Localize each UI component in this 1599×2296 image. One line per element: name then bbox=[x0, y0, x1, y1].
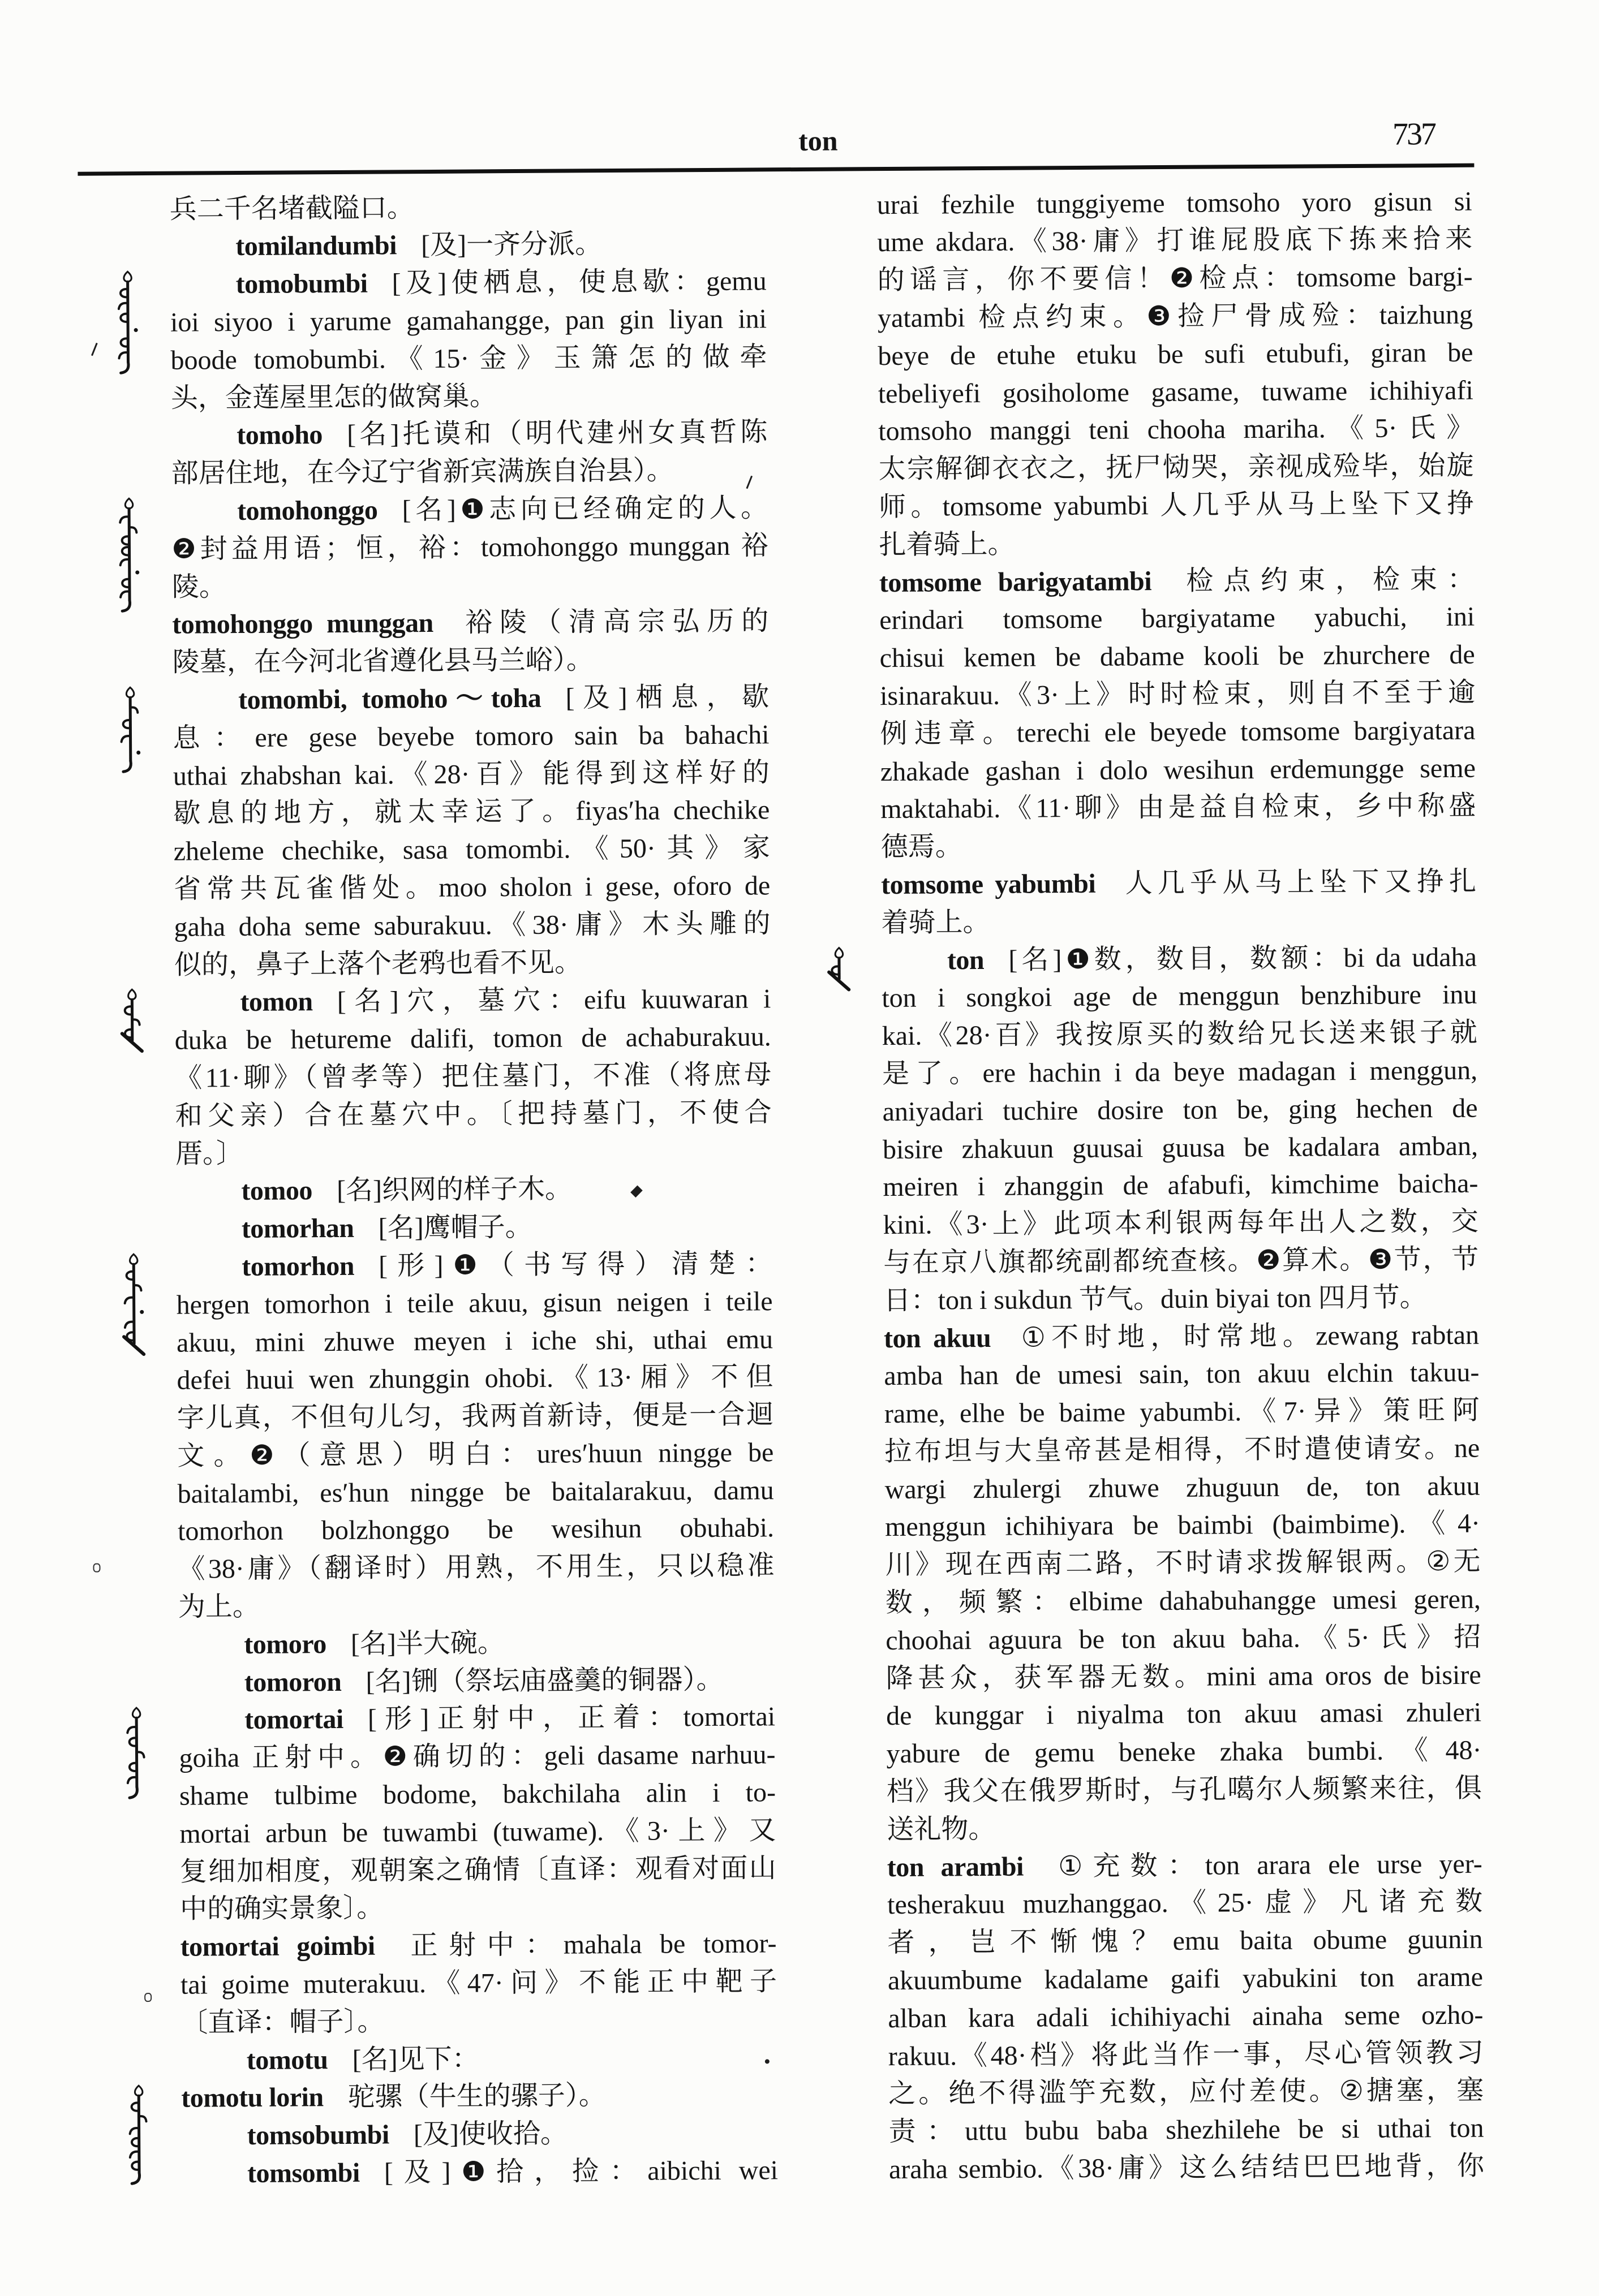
definition-text: amba han de umesi sain, ton akuu elchin takuu- bbox=[884, 1357, 1480, 1392]
headword: tomotu lorin bbox=[181, 2082, 324, 2114]
definition-text: 驼骡（牛生的骡子）。 bbox=[347, 2080, 606, 2113]
text-line bbox=[174, 905, 770, 946]
text-line bbox=[878, 334, 1473, 375]
definition-text: erindari tomsome bargiyatame yabuchi, ini bbox=[879, 602, 1475, 636]
text-line bbox=[887, 1883, 1482, 1924]
definition-text: tomsoho manggi teni chooha mariha.《5·氏》 bbox=[878, 413, 1474, 447]
definition-text: 厝。〕 bbox=[175, 1138, 244, 1169]
definition-text: goiha 正射中。❷确切的：geli dasame narhuu- bbox=[179, 1739, 776, 1773]
definition-text: 者，岂不惭愧？emu baita obume guunin bbox=[887, 1924, 1483, 1958]
headword: tomoro bbox=[244, 1629, 326, 1660]
definition-text: aniyadari tuchire dosire ton be, ging hechen de bbox=[882, 1093, 1478, 1127]
definition-text: 着骑上。 bbox=[881, 907, 990, 938]
text-line bbox=[178, 1472, 774, 1513]
definition-text: baitalambi, es′hun ningge be baitalarakuu, damu bbox=[177, 1475, 774, 1509]
manchu-script-glyph bbox=[121, 2085, 157, 2185]
definition-text: menggun ichihiyara be baimbi (baimbime).《4· bbox=[884, 1509, 1481, 1543]
definition-text: 人几乎从马上坠下又挣扎 bbox=[1120, 866, 1477, 899]
text-line bbox=[176, 1283, 772, 1324]
text-line bbox=[888, 2110, 1484, 2151]
headword: tomilandumbi bbox=[235, 230, 397, 262]
text-line bbox=[178, 1510, 774, 1551]
definition-text: tai goime muterakuu.《47·问》不能正中靶子 bbox=[180, 1966, 777, 2000]
text-line bbox=[177, 1359, 773, 1400]
entry-line bbox=[170, 263, 766, 304]
definition-text: ume akdara.《38·庸》打谁屁股底下拣来拾来 bbox=[877, 224, 1473, 258]
entry-line bbox=[180, 1925, 776, 1967]
definition-text: 部居住地，在今辽宁省新宾满族自治县）。 bbox=[171, 455, 674, 489]
text-line bbox=[888, 2034, 1484, 2075]
text-line bbox=[175, 1132, 772, 1173]
ink-speck bbox=[765, 2059, 770, 2064]
text-line bbox=[171, 527, 768, 568]
definition-text: 裕陵（清高宗弘历的 bbox=[457, 606, 769, 639]
text-line bbox=[881, 825, 1476, 867]
text-line bbox=[882, 1052, 1477, 1093]
entry-line bbox=[178, 1623, 775, 1664]
manchu-script-glyph bbox=[110, 271, 147, 374]
definition-text: rame, elhe be baime yabumbi.《7·异》策旺阿 bbox=[884, 1395, 1480, 1429]
left-column bbox=[170, 187, 779, 2194]
definition-text: shame tulbime bodome, bakchilaha alin i to- bbox=[179, 1777, 776, 1811]
definition-text: 似的，鼻子上落个老鸦也看不见。 bbox=[174, 947, 582, 980]
definition-text: [及]使栖息，使息歇：gemu bbox=[392, 266, 767, 299]
definition-text: kini.《3·上》此项本利银两每年出人之数，交 bbox=[883, 1206, 1478, 1240]
text-line bbox=[884, 1354, 1479, 1395]
headword: tomsome yabumbi bbox=[880, 868, 1096, 901]
definition-text: 例违章。terechi ele beyede tomsome bargiyatara bbox=[880, 715, 1476, 749]
text-line bbox=[173, 792, 770, 833]
headword: tomombi, tomoho～toha bbox=[238, 683, 541, 715]
text-line bbox=[880, 636, 1475, 678]
entry-line bbox=[181, 2077, 777, 2118]
text-line bbox=[173, 640, 769, 682]
text-line bbox=[884, 1392, 1480, 1433]
text-line bbox=[877, 221, 1472, 262]
text-line bbox=[171, 451, 767, 493]
text-line bbox=[174, 867, 770, 908]
definition-text: bisire zhakuun guusai guusa be kadalara amban, bbox=[882, 1131, 1478, 1165]
ink-speck bbox=[91, 343, 98, 356]
entry-line bbox=[175, 1170, 772, 1211]
entry-line bbox=[176, 1207, 772, 1248]
definition-text: 太宗解御衣衣之，抚尸恸哭，亲视成殓毕，始旋 bbox=[878, 450, 1474, 485]
text-line bbox=[883, 1241, 1478, 1282]
definition-text: akuumbume kadalame gaifi yabukini ton arame bbox=[887, 1962, 1484, 1996]
text-line bbox=[177, 1321, 773, 1362]
text-line bbox=[887, 1921, 1482, 1962]
definition-text: 扎着骑上。 bbox=[879, 529, 1015, 560]
definition-text: 降甚众，获军器无数。mini ama oros de bisire bbox=[886, 1660, 1481, 1694]
text-line bbox=[179, 1774, 776, 1815]
definition-text: alban kara adali ichihiyachi ainaha seme ozho- bbox=[888, 2000, 1484, 2034]
text-line bbox=[180, 1963, 777, 2004]
headword: tomorhon bbox=[242, 1251, 355, 1282]
definition-text: 省常共瓦雀偕处。moo sholon i gese, oforo de bbox=[174, 871, 771, 904]
text-line bbox=[878, 410, 1473, 451]
text-line bbox=[879, 523, 1474, 564]
definition-text: 数，频繁：elbime dahabuhangge umesi geren, bbox=[885, 1584, 1481, 1618]
text-line bbox=[882, 976, 1477, 1018]
manchu-script-glyph bbox=[115, 1253, 152, 1356]
entry-line bbox=[884, 1316, 1479, 1358]
right-column bbox=[877, 183, 1485, 2189]
definition-text: [名]半大碗。 bbox=[350, 1628, 505, 1659]
definition-text: 复细加相度，观朝案之确情〔直译：观看对面山 bbox=[179, 1853, 776, 1887]
definition-text: ioi siyoo i yarume gamahangge, pan gin liyan ini bbox=[170, 304, 767, 338]
text-line bbox=[883, 1165, 1478, 1207]
headword: ton akuu bbox=[883, 1323, 991, 1354]
headword: ton bbox=[947, 945, 985, 975]
text-line bbox=[883, 1278, 1478, 1320]
text-line bbox=[174, 829, 770, 871]
definition-text: isinarakuu.《3·上》时时检束，则自不至于逾 bbox=[879, 677, 1476, 712]
text-line bbox=[888, 1959, 1483, 2000]
definition-text: [名]见下： bbox=[352, 2044, 479, 2075]
text-line bbox=[888, 2072, 1484, 2113]
definition-text: ①不时地，时常地。zewang rabtan bbox=[1015, 1320, 1480, 1353]
entry-line bbox=[171, 489, 768, 531]
definition-text: [名]穴，墓穴：eifu kuuwaran i bbox=[337, 984, 771, 1017]
entry-line bbox=[881, 863, 1476, 904]
definition-text: 为上。 bbox=[178, 1591, 260, 1622]
definition-text: 陵墓，在今河北省遵化县马兰峪）。 bbox=[172, 645, 594, 678]
text-line bbox=[170, 187, 766, 229]
entry-line bbox=[181, 2039, 777, 2080]
text-line bbox=[878, 372, 1473, 413]
definition-text: 陵。 bbox=[171, 571, 227, 602]
headword: tomohonggo bbox=[237, 495, 378, 527]
entry-line bbox=[173, 678, 769, 720]
definition-text: mortai arbun be tuwambi (tuwame).《3·上》又 bbox=[179, 1815, 776, 1849]
definition-text: [名]鹰帽子。 bbox=[378, 1212, 532, 1243]
text-line bbox=[177, 1434, 773, 1475]
text-line bbox=[173, 716, 769, 757]
definition-text: ❷封益用语；恒，裕：tomohonggo munggan 裕 bbox=[171, 531, 768, 565]
text-line bbox=[178, 1585, 775, 1626]
header-rule bbox=[78, 163, 1474, 176]
text-line bbox=[170, 338, 767, 380]
text-line bbox=[886, 1656, 1481, 1698]
entry-line bbox=[887, 1845, 1482, 1886]
definition-text: [及]❶拾，捡：aibichi wei bbox=[384, 2155, 779, 2188]
ink-speck bbox=[93, 1563, 100, 1573]
definition-text: tesherakuu muzhanggao.《25·虚》凡诸充数 bbox=[887, 1886, 1483, 1920]
definition-text: 日：ton i sukdun 节气。duin biyai ton 四月节。 bbox=[883, 1282, 1427, 1316]
text-line bbox=[174, 943, 771, 984]
definition-text: rakuu.《48·档》将此当作一事，尽心管领教习 bbox=[888, 2037, 1484, 2071]
definition-text: yabure de gemu beneke zhaka bumbi.《48· bbox=[886, 1735, 1482, 1769]
definition-text: 责：uttu bubu baba shezhilehe be si uthai ton bbox=[888, 2113, 1484, 2147]
definition-text: yatambi 检点约束。❸捡尸骨成殓：taizhung bbox=[877, 299, 1473, 334]
definition-text: 的谣言，你不要信！❷检点：tomsome bargi- bbox=[877, 261, 1473, 296]
text-line bbox=[887, 1770, 1482, 1811]
entry-line bbox=[179, 1661, 775, 1702]
definition-text: beye de etuhe etuku be sufi etubufi, giran be bbox=[878, 337, 1473, 371]
definition-text: 德焉。 bbox=[880, 832, 962, 863]
headword: tomobumbi bbox=[235, 268, 368, 300]
definition-text: [名]托谟和（明代建州女真哲陈 bbox=[346, 417, 768, 450]
entry-line bbox=[879, 561, 1475, 602]
entry-line bbox=[171, 414, 767, 455]
text-line bbox=[886, 1694, 1481, 1735]
text-line bbox=[877, 183, 1472, 224]
text-line bbox=[887, 1808, 1482, 1849]
manchu-script-glyph bbox=[114, 989, 151, 1053]
definition-text: [名]❶志向已经确定的人。 bbox=[402, 493, 768, 525]
definition-text: [名]❶数，数目，数额：bi da udaha bbox=[1008, 942, 1477, 975]
definition-text: 中的确实景象〕。 bbox=[180, 1893, 384, 1925]
definition-text: [及]一齐分派。 bbox=[421, 229, 603, 261]
definition-text: 川》现在西南二路，不时请求拨解银两。②无 bbox=[885, 1546, 1481, 1580]
text-line bbox=[180, 2001, 777, 2042]
definition-text: 息：ere gese beyebe tomoro sain ba bahachi bbox=[173, 720, 770, 753]
headword: tomon bbox=[240, 987, 313, 1018]
text-line bbox=[179, 1737, 775, 1778]
text-line bbox=[888, 1996, 1483, 2037]
definition-text: zheleme chechike, sasa tomombi.《50·其》家 bbox=[173, 833, 770, 867]
definition-text: 师。tomsome yabumbi 人几乎从马上坠下又挣 bbox=[878, 488, 1475, 523]
definition-text: hergen tomorhon i teile akuu, gisun neigen i teile bbox=[176, 1286, 773, 1320]
definition-text: ton i songkoi age de menggun benzhibure inu bbox=[882, 980, 1477, 1014]
text-line bbox=[880, 787, 1476, 829]
text-line bbox=[880, 674, 1475, 716]
text-line bbox=[883, 1203, 1478, 1244]
headword: tomortai goimbi bbox=[180, 1931, 375, 1962]
text-line bbox=[886, 1619, 1481, 1660]
definition-text: 文。❷（意思）明白：ures′huun ningge be bbox=[177, 1437, 774, 1471]
definition-text: 拉布坦与大皇帝甚是相得，不时遣使请安。ne bbox=[884, 1433, 1480, 1467]
entry-line bbox=[882, 938, 1477, 980]
definition-text: 〔直译：帽子〕。 bbox=[180, 2006, 385, 2038]
definition-text: 与在京八旗都统副都统查核。❷算术。❸节，节 bbox=[883, 1244, 1479, 1278]
text-line bbox=[882, 1089, 1477, 1131]
definition-text: duka be hetureme dalifi, tomon de achaburakuu. bbox=[174, 1022, 771, 1056]
text-line bbox=[882, 1014, 1477, 1056]
text-line bbox=[170, 300, 767, 342]
headword: tomsobumbi bbox=[247, 2120, 389, 2151]
text-line bbox=[179, 1812, 776, 1853]
definition-text: tomorhon bolzhonggo be wesihun obuhabi. bbox=[177, 1513, 775, 1547]
text-line bbox=[177, 1396, 773, 1437]
ink-speck bbox=[144, 1993, 152, 2002]
definition-text: gaha doha seme saburakuu.《38·庸》木头雕的 bbox=[174, 908, 771, 942]
definition-text: 正射中：mahala be tomor- bbox=[399, 1928, 777, 1961]
text-line bbox=[878, 296, 1473, 338]
text-line bbox=[880, 749, 1476, 791]
definition-text: 是了。ere hachin i da beye madagan i menggun, bbox=[882, 1055, 1478, 1089]
definition-text: [及]栖息，歇 bbox=[565, 682, 770, 713]
text-line bbox=[172, 565, 768, 606]
headword: ton arambi bbox=[887, 1851, 1024, 1883]
text-line bbox=[175, 1094, 771, 1135]
text-line bbox=[178, 1548, 774, 1589]
definition-text: [名]织网的样子木。 bbox=[336, 1174, 573, 1206]
entry-line bbox=[179, 1699, 775, 1740]
text-line bbox=[886, 1581, 1481, 1622]
headword: tomoo bbox=[241, 1175, 313, 1207]
headword: tomotu bbox=[246, 2044, 328, 2075]
text-line bbox=[881, 901, 1476, 942]
definition-text: akuu, mini zhuwe meyen i iche shi, uthai emu bbox=[176, 1324, 773, 1358]
definition-text: [形]正射中，正着：tomortai bbox=[367, 1701, 776, 1735]
text-line bbox=[175, 1056, 771, 1097]
definition-text: 检点约束，检束： bbox=[1176, 564, 1475, 596]
text-line bbox=[175, 1018, 771, 1059]
definition-text: choohai aguura be ton akuu baha.《5·氏》招 bbox=[886, 1622, 1481, 1656]
text-line bbox=[889, 2148, 1484, 2189]
manchu-script-glyph bbox=[821, 947, 857, 991]
text-line bbox=[883, 1127, 1478, 1169]
definition-text: uthai zhabshan kai.《28·百》能得到这样好的 bbox=[173, 757, 770, 791]
definition-text: 送礼物。 bbox=[887, 1813, 996, 1845]
headword: tomohonggo munggan bbox=[172, 608, 433, 640]
text-line bbox=[180, 1850, 776, 1891]
text-line bbox=[880, 712, 1475, 753]
text-line bbox=[885, 1505, 1480, 1547]
entry-line bbox=[176, 1245, 772, 1286]
headword: tomorhan bbox=[241, 1213, 354, 1244]
definition-text: chisui kemen be dabame kooli be zhurchere de bbox=[879, 639, 1475, 674]
definition-text: [形]❶（书写得）清楚： bbox=[378, 1248, 773, 1281]
definition-text: wargi zhulergi zhuwe zhuguun de, ton akuu bbox=[884, 1471, 1480, 1505]
text-line bbox=[886, 1732, 1481, 1773]
definition-text: 《11·聊》（曾孝等）把住墓门，不准（将庶母 bbox=[175, 1059, 772, 1093]
text-line bbox=[879, 485, 1474, 527]
definition-text: boode tomobumbi.《15·金》玉箫怎的做牵 bbox=[170, 342, 767, 376]
text-line bbox=[180, 1888, 776, 1929]
entry-line bbox=[181, 2114, 777, 2156]
definition-text: araha sembio.《38·庸》这么结结巴巴地背，你 bbox=[888, 2151, 1485, 2185]
definition-text: de kunggar i niyalma ton akuu amasi zhuleri bbox=[886, 1698, 1482, 1731]
text-line bbox=[877, 259, 1472, 300]
definition-text: 字儿真，不但句儿匀，我两首新诗，便是一合迴 bbox=[177, 1399, 774, 1433]
definition-text: ①充数：ton arara ele urse yer- bbox=[1047, 1849, 1482, 1881]
text-line bbox=[173, 754, 770, 795]
entry-line bbox=[182, 2152, 778, 2193]
definition-text: zhakade gashan i dolo wesihun erdemungge seme bbox=[880, 753, 1476, 787]
manchu-script-glyph bbox=[111, 498, 148, 613]
text-line bbox=[884, 1430, 1480, 1471]
headword: tomoron bbox=[244, 1666, 342, 1698]
definition-text: 之。绝不得滥竽充数，应付差使。②搪塞，塞 bbox=[888, 2075, 1484, 2109]
running-head: ton bbox=[798, 124, 838, 157]
definition-text: [及]使收拾。 bbox=[413, 2118, 568, 2150]
definition-text: tebeliyefi gosiholome gasame, tuwame ichihiyafi bbox=[878, 375, 1473, 409]
definition-text: urai fezhile tunggiyeme tomsoho yoro gisun si bbox=[876, 186, 1472, 220]
definition-text: 档》我父在俄罗斯时，与孔噶尔人频繁来往，俱 bbox=[886, 1773, 1482, 1807]
entry-line bbox=[174, 981, 771, 1022]
manchu-script-glyph bbox=[112, 687, 149, 773]
headword: tomsombi bbox=[247, 2157, 360, 2189]
definition-text: kai.《28·百》我按原买的数给兄长送来银子就 bbox=[882, 1017, 1477, 1052]
definition-text: 歇息的地方，就太幸运了。fiyas′ha chechike bbox=[173, 795, 770, 829]
definition-text: meiren i zhanggin de afabufi, kimchime baicha- bbox=[883, 1168, 1478, 1203]
definition-text: 头，金莲屋里怎的做窝巢。 bbox=[170, 381, 497, 413]
definition-text: [名]铏（祭坛庙盛羹的铜器）。 bbox=[366, 1664, 724, 1697]
text-line bbox=[171, 376, 767, 417]
definition-text: 和父亲）合在墓穴中。〔把持墓门，不使合 bbox=[175, 1097, 772, 1131]
headword: tomortai bbox=[244, 1704, 343, 1735]
definition-text: maktahabi.《11·聊》由是益自检束，乡中称盛 bbox=[880, 791, 1476, 825]
manchu-script-glyph bbox=[118, 1707, 155, 1799]
definition-text: 《38·庸》（翻译时）用熟，不用生，只以稳准 bbox=[178, 1550, 775, 1585]
text-line bbox=[884, 1467, 1480, 1509]
text-line bbox=[885, 1543, 1480, 1584]
entry-line bbox=[170, 225, 766, 266]
entry-line bbox=[172, 603, 768, 644]
definition-text: defei huui wen zhunggin ohobi.《13·厢》不但 bbox=[177, 1362, 773, 1396]
definition-text: 兵二千名堵截隘口。 bbox=[169, 192, 415, 225]
headword: tomsome barigyatambi bbox=[879, 566, 1152, 598]
text-line bbox=[878, 447, 1473, 489]
page-number: 737 bbox=[1392, 117, 1435, 152]
headword: tomoho bbox=[237, 420, 323, 451]
text-line bbox=[879, 598, 1475, 640]
